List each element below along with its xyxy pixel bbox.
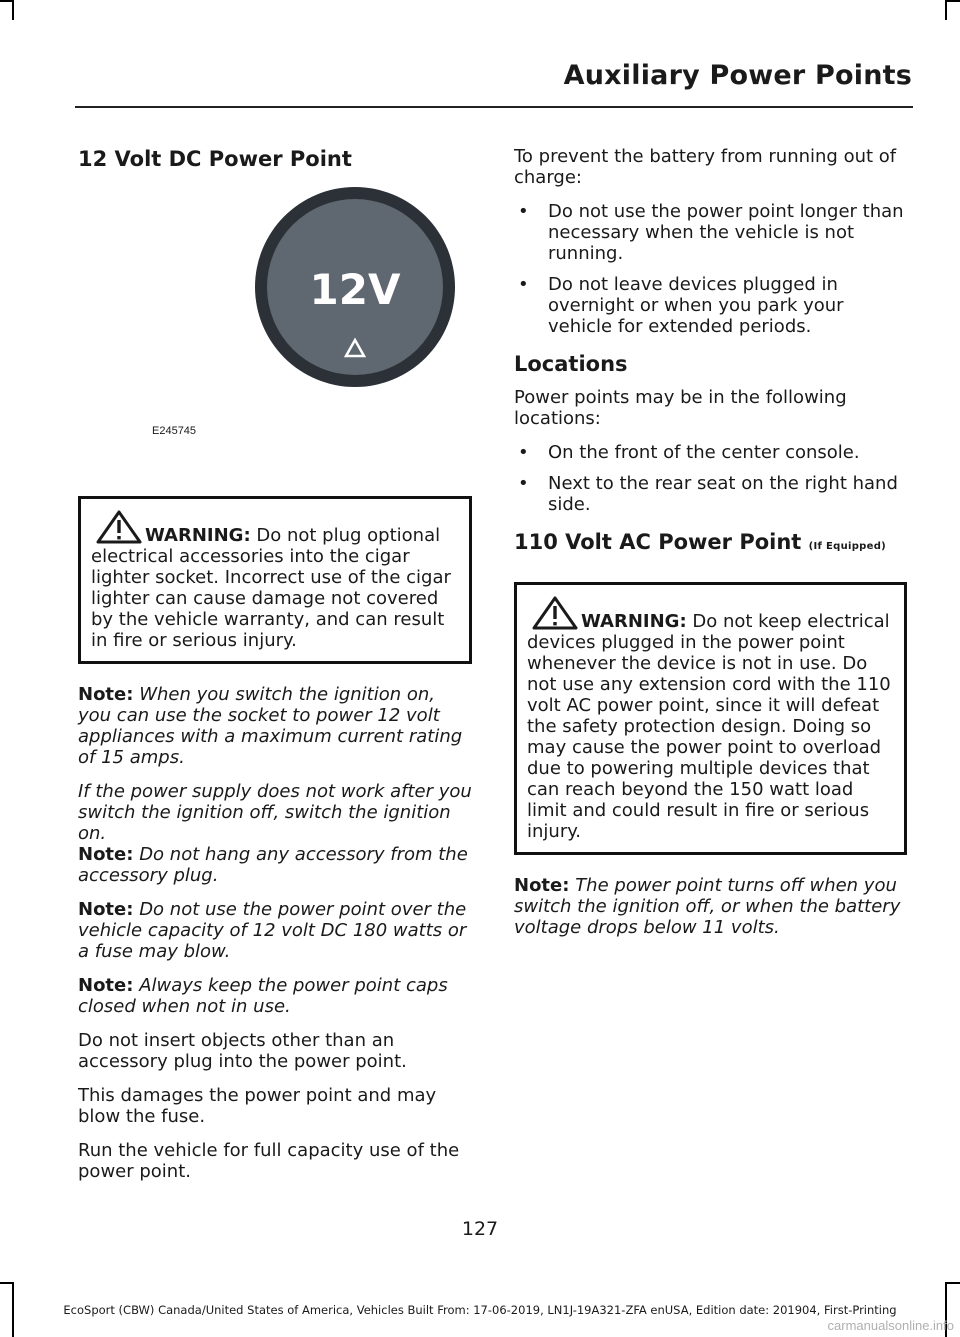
warning-box-110v — [514, 582, 907, 855]
left-column — [78, 146, 472, 1195]
list-item: • Do not leave devices plugged in overnight or when you park your vehicle for extended periods. — [514, 274, 907, 337]
section-heading-12v: 12 Volt DC Power Point — [78, 147, 352, 171]
list-item: • On the front of the center console. — [514, 442, 907, 463]
paragraph-insert-objects: Do not insert objects other than an accessory plug into the power point. — [78, 1030, 407, 1072]
list-item: • Do not use the power point longer than necessary when the vehicle is not running. — [514, 201, 907, 264]
warning-triangle-icon — [531, 595, 579, 631]
locations-list — [514, 442, 907, 515]
note-ignition-continued: If the power supply does not work after you switch the ignition off, switch the ignition on. — [78, 781, 472, 844]
battery-tips-list — [514, 201, 907, 337]
crop-mark — [947, 0, 960, 2]
page-number: 127 — [461, 1218, 499, 1240]
right-column — [514, 146, 907, 951]
note-hang-accessory: Note: Do not hang any accessory from the accessory plug. — [78, 844, 468, 886]
header-rule — [75, 106, 913, 108]
page-header-title: Auxiliary Power Points — [563, 60, 912, 91]
footer-edition-info: EcoSport (CBW) Canada/United States of America, Vehicles Built From: 17-06-2019, LN1J-19A321-ZFA enUSA, Edition date: 201904, First-Printing — [63, 1303, 897, 1317]
power-point-socket-illustration — [250, 182, 460, 392]
note-power-off: Note: The power point turns off when you switch the ignition off, or when the battery voltage drops below 11 volts. — [514, 875, 901, 938]
paragraph-full-capacity: Run the vehicle for full capacity use of the power point. — [78, 1140, 460, 1182]
warning-label: WARNING: — [581, 611, 687, 632]
note-capacity: Note: Do not use the power point over the vehicle capacity of 12 volt DC 180 watts or a fuse may blow. — [78, 899, 467, 962]
warning-label: WARNING: — [145, 525, 251, 546]
if-equipped-qualifier: (If Equipped) — [808, 541, 887, 552]
paragraph-battery-intro: To prevent the battery from running out of charge: — [514, 146, 897, 188]
crop-mark — [945, 0, 947, 20]
power-point-figure — [78, 182, 472, 472]
watermark: carmanualsonline.info — [827, 1318, 954, 1333]
crop-mark — [947, 1282, 960, 1284]
socket-label: 12V — [309, 265, 401, 314]
paragraph-locations-intro: Power points may be in the following locations: — [514, 387, 847, 429]
warning-text: Do not plug optional electrical accessories into the cigar lighter socket. Incorrect use of the cigar lighter can cause damage not covered by the vehicle warranty, and can result in fire or serious injury. — [91, 525, 451, 651]
figure-id: E245745 — [152, 425, 197, 437]
list-item: • Next to the rear seat on the right hand side. — [514, 473, 907, 515]
note-ignition: Note: When you switch the ignition on, you can use the socket to power 12 volt appliances with a maximum current rating of 15 amps. — [78, 684, 463, 768]
warning-box-12v — [78, 496, 472, 664]
section-heading-110v: 110 Volt AC Power Point (If Equipped) — [514, 530, 887, 554]
warning-text: Do not keep electrical devices plugged in the power point whenever the device is not in use. Do not use any extension cord with the 110 volt AC power point, since it will defeat the safety protection design. Doing so may cause the power point to overload due to powering multiple devices that can reach beyond the 150 watt load limit and could result in fire or serious injury. — [527, 611, 891, 842]
section-heading-locations: Locations — [514, 352, 628, 376]
crop-mark — [0, 1282, 12, 1284]
note-caps: Note: Always keep the power point caps closed when not in use. — [78, 975, 448, 1017]
crop-mark — [12, 0, 14, 20]
crop-mark — [0, 0, 12, 2]
paragraph-damage: This damages the power point and may blow the fuse. — [78, 1085, 437, 1127]
warning-triangle-icon — [95, 509, 143, 545]
